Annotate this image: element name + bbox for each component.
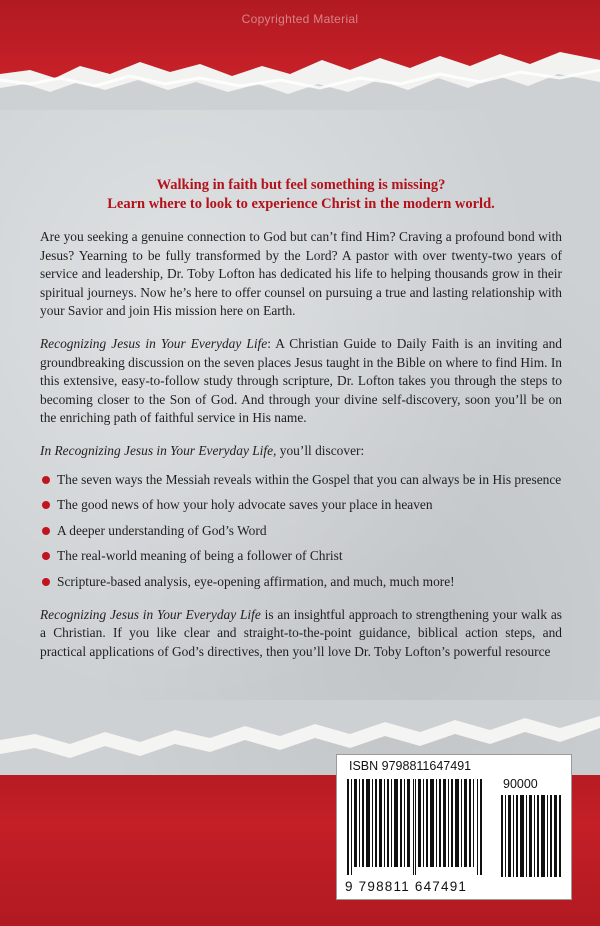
- summary-text: : A Christian Guide to Daily Faith is an inviting and groundbreaking discussion on the seven places Jesus taught in the Bible on where to find Him. In this extensive, easy-to-follow study through scripture, Dr. Lofton takes you through the steps to becoming closer to the Son of God. And through your divine self-discovery, soon you’ll be on the enriching path of faithful service in His name.: [40, 335, 562, 426]
- book-summary-paragraph: [40, 335, 562, 428]
- bullet-dot-icon: [42, 476, 50, 484]
- list-item: Scripture-based analysis, eye-opening affirmation, and much, much more!: [40, 573, 562, 592]
- description-text: [40, 176, 562, 675]
- book-title-italic: Recognizing Jesus in Your Everyday Life: [40, 335, 268, 351]
- bullet-dot-icon: [42, 527, 50, 535]
- barcode-digits: 9 798811 647491: [345, 879, 468, 894]
- isbn-barcode: [336, 754, 572, 900]
- bullet-dot-icon: [42, 578, 50, 586]
- bullet-dot-icon: [42, 552, 50, 560]
- price-code: 90000: [503, 777, 538, 791]
- list-item: The real-world meaning of being a follower of Christ: [40, 547, 562, 566]
- barcode-bars-icon: [347, 779, 483, 875]
- tagline-line-2: Learn where to look to experience Christ in the modern world.: [107, 196, 495, 212]
- tagline-line-1: Walking in faith but feel something is missing?: [156, 177, 446, 193]
- list-item: A deeper understanding of God’s Word: [40, 522, 562, 541]
- copyright-watermark: Copyrighted Material: [241, 12, 359, 26]
- discover-title-italic: In Recognizing Jesus in Your Everyday Life,: [40, 442, 277, 458]
- closing-text: is an insightful approach to strengthening your walk as a Christian. If you like clear and straight-to-the-point guidance, biblical action steps, and practical applications of God’s directives, then you’ll love Dr. Toby Lofton’s powerful resource: [40, 606, 562, 659]
- benefits-list: [40, 471, 562, 592]
- discover-heading: [40, 442, 562, 461]
- bullet-dot-icon: [42, 501, 50, 509]
- list-item: The seven ways the Messiah reveals within the Gospel that you can always be in His presence: [40, 471, 562, 490]
- tagline: [40, 176, 562, 214]
- closing-title-italic: Recognizing Jesus in Your Everyday Life: [40, 606, 261, 622]
- list-item: The good news of how your holy advocate saves your place in heaven: [40, 496, 562, 515]
- closing-paragraph: [40, 606, 562, 662]
- price-barcode-icon: [501, 795, 563, 877]
- intro-paragraph: Are you seeking a genuine connection to God but can’t find Him? Craving a profound bond with Jesus? Yearning to be fully transformed by the Lord? A pastor with over twenty-two years of service and leadership, Dr. Toby Lofton has dedicated his life to helping thousands grow in their spiritual journeys. Now he’s here to offer counsel on pursuing a true and lasting relationship with your Savior and join His mission here on Earth.: [40, 229, 562, 319]
- discover-text: you’ll discover:: [276, 442, 365, 458]
- isbn-label: ISBN 9798811647491: [349, 759, 472, 773]
